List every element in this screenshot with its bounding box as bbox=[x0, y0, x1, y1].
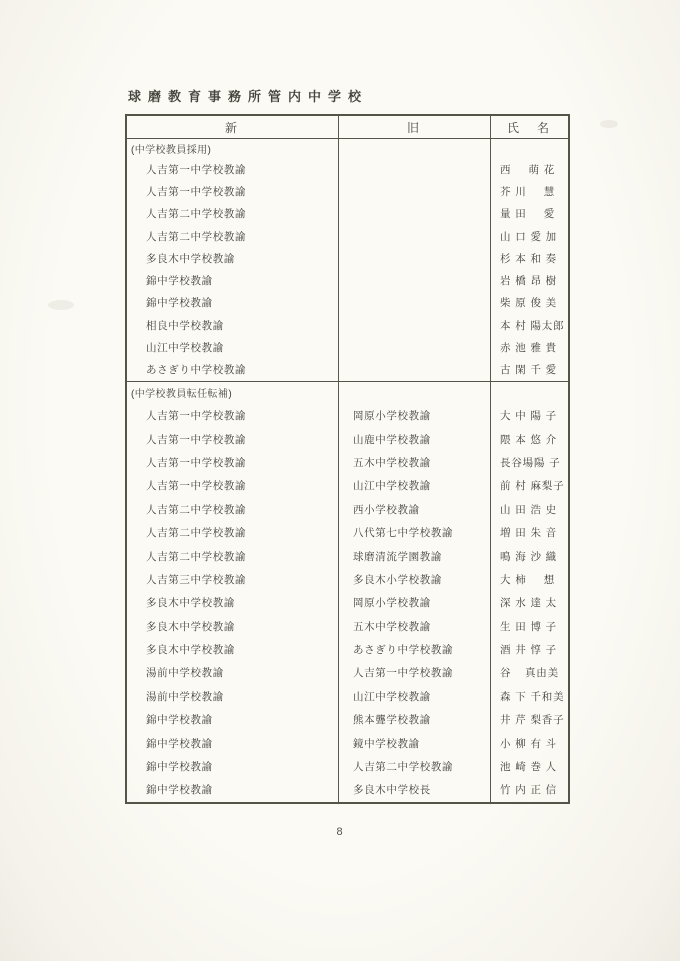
table-row bbox=[127, 292, 568, 314]
new-position-cell: 錦中学校教諭 bbox=[127, 755, 339, 778]
name-cell bbox=[491, 158, 568, 180]
section-label-row bbox=[127, 382, 568, 404]
surname: 赤池 bbox=[500, 342, 531, 355]
table-row bbox=[127, 778, 568, 801]
table-row bbox=[127, 568, 568, 591]
table-row bbox=[127, 731, 568, 754]
given-name: 愛 bbox=[543, 208, 559, 221]
name-cell bbox=[491, 292, 568, 314]
name-cell bbox=[491, 225, 568, 247]
name-cell bbox=[491, 661, 568, 684]
surname: 森下 bbox=[500, 690, 531, 703]
given-name: 正信 bbox=[530, 784, 561, 797]
old-position-cell bbox=[339, 314, 491, 336]
page-number: 8 bbox=[336, 826, 344, 838]
name-cell bbox=[491, 638, 568, 661]
surname: 西 bbox=[500, 163, 516, 176]
surname: 山口 bbox=[500, 230, 531, 243]
old-position-cell bbox=[339, 225, 491, 247]
old-position-cell bbox=[339, 269, 491, 291]
old-position-cell: 山江中学校教諭 bbox=[339, 685, 491, 708]
table-row bbox=[127, 269, 568, 291]
new-position-cell: 多良木中学校教諭 bbox=[127, 247, 339, 269]
old-position-cell bbox=[339, 247, 491, 269]
surname: 井芹 bbox=[500, 714, 531, 727]
old-position-cell: 山江中学校教諭 bbox=[339, 474, 491, 497]
new-position-cell: 湯前中学校教諭 bbox=[127, 685, 339, 708]
surname: 量田 bbox=[500, 208, 531, 221]
surname: 池崎 bbox=[500, 761, 531, 774]
section-label-spacer bbox=[491, 382, 568, 404]
table-row bbox=[127, 359, 568, 381]
old-position-cell: 多良木小学校教諭 bbox=[339, 568, 491, 591]
given-name: 陽太郎 bbox=[530, 319, 565, 332]
given-name: 和奏 bbox=[530, 252, 561, 265]
surname: 古閑 bbox=[500, 364, 531, 377]
new-position-cell: 山江中学校教諭 bbox=[127, 336, 339, 358]
old-position-cell bbox=[339, 292, 491, 314]
surname: 谷 bbox=[500, 667, 516, 680]
given-name: 想 bbox=[543, 573, 559, 586]
table-row bbox=[127, 314, 568, 336]
given-name: 真由美 bbox=[524, 667, 559, 680]
surname: 深水 bbox=[500, 597, 531, 610]
old-position-cell bbox=[339, 336, 491, 358]
name-cell bbox=[491, 614, 568, 637]
new-position-cell: 人吉第一中学校教諭 bbox=[127, 158, 339, 180]
surname: 岩橋 bbox=[500, 275, 531, 288]
name-cell bbox=[491, 203, 568, 225]
table-row bbox=[127, 451, 568, 474]
table-row bbox=[127, 661, 568, 684]
personnel-transfer-table bbox=[125, 114, 570, 804]
surname: 小柳 bbox=[500, 737, 531, 750]
name-cell bbox=[491, 427, 568, 450]
given-name: 千愛 bbox=[530, 364, 561, 377]
given-name: 慧 bbox=[543, 185, 559, 198]
new-position-cell: 人吉第一中学校教諭 bbox=[127, 404, 339, 427]
new-position-cell: 人吉第一中学校教諭 bbox=[127, 180, 339, 202]
given-name: 昂樹 bbox=[530, 275, 561, 288]
table-row bbox=[127, 427, 568, 450]
surname: 柴原 bbox=[500, 297, 531, 310]
table-section bbox=[127, 382, 568, 802]
new-position-cell: 錦中学校教諭 bbox=[127, 778, 339, 801]
name-cell bbox=[491, 451, 568, 474]
name-cell bbox=[491, 180, 568, 202]
surname: 前村 bbox=[500, 480, 531, 493]
surname: 隈本 bbox=[500, 433, 531, 446]
surname: 本村 bbox=[500, 319, 531, 332]
header-old-position: 旧 bbox=[339, 116, 491, 138]
surname: 鳴海 bbox=[500, 550, 531, 563]
name-cell bbox=[491, 521, 568, 544]
old-position-cell: 人吉第一中学校教諭 bbox=[339, 661, 491, 684]
section-label-spacer bbox=[339, 139, 491, 158]
old-position-cell bbox=[339, 359, 491, 381]
surname: 酒井 bbox=[500, 644, 531, 657]
new-position-cell: 人吉第一中学校教諭 bbox=[127, 474, 339, 497]
given-name: 萌花 bbox=[528, 163, 559, 176]
name-cell bbox=[491, 568, 568, 591]
old-position-cell bbox=[339, 203, 491, 225]
table-row bbox=[127, 203, 568, 225]
table-row bbox=[127, 708, 568, 731]
new-position-cell: 錦中学校教諭 bbox=[127, 708, 339, 731]
table-row bbox=[127, 755, 568, 778]
section-label: (中学校教員採用) bbox=[127, 139, 339, 158]
old-position-cell: 岡原小学校教諭 bbox=[339, 404, 491, 427]
scan-smudge bbox=[600, 120, 618, 128]
old-position-cell: 球磨清流学園教諭 bbox=[339, 544, 491, 567]
surname: 杉本 bbox=[500, 252, 531, 265]
table-row bbox=[127, 474, 568, 497]
table-row bbox=[127, 521, 568, 544]
given-name: 麻梨子 bbox=[530, 480, 565, 493]
name-cell bbox=[491, 359, 568, 381]
name-cell bbox=[491, 269, 568, 291]
given-name: 俊美 bbox=[530, 297, 561, 310]
new-position-cell: あさぎり中学校教諭 bbox=[127, 359, 339, 381]
table-row bbox=[127, 158, 568, 180]
given-name: 博子 bbox=[530, 620, 561, 633]
name-cell bbox=[491, 544, 568, 567]
new-position-cell: 錦中学校教諭 bbox=[127, 269, 339, 291]
old-position-cell: 八代第七中学校教諭 bbox=[339, 521, 491, 544]
given-name: 有斗 bbox=[530, 737, 561, 750]
given-name: 愛加 bbox=[530, 230, 561, 243]
given-name: 雅貴 bbox=[530, 342, 561, 355]
page-title: 球磨教育事務所管内中学校 bbox=[128, 89, 369, 104]
given-name: 巻人 bbox=[530, 761, 561, 774]
name-cell bbox=[491, 474, 568, 497]
name-cell bbox=[491, 731, 568, 754]
new-position-cell: 人吉第二中学校教諭 bbox=[127, 544, 339, 567]
new-position-cell: 多良木中学校教諭 bbox=[127, 638, 339, 661]
new-position-cell: 人吉第三中学校教諭 bbox=[127, 568, 339, 591]
old-position-cell: 五木中学校教諭 bbox=[339, 451, 491, 474]
new-position-cell: 人吉第二中学校教諭 bbox=[127, 225, 339, 247]
table-row bbox=[127, 685, 568, 708]
new-position-cell: 湯前中学校教諭 bbox=[127, 661, 339, 684]
old-position-cell: 西小学校教諭 bbox=[339, 498, 491, 521]
given-name: 朱音 bbox=[530, 527, 561, 540]
table-row bbox=[127, 544, 568, 567]
new-position-cell: 人吉第二中学校教諭 bbox=[127, 203, 339, 225]
new-position-cell: 錦中学校教諭 bbox=[127, 731, 339, 754]
old-position-cell: 山鹿中学校教諭 bbox=[339, 427, 491, 450]
given-name: 悠介 bbox=[530, 433, 561, 446]
section-label-row bbox=[127, 139, 568, 158]
new-position-cell: 相良中学校教諭 bbox=[127, 314, 339, 336]
header-name: 氏 名 bbox=[506, 120, 552, 135]
name-cell bbox=[491, 336, 568, 358]
surname: 山田 bbox=[500, 503, 531, 516]
name-cell bbox=[491, 591, 568, 614]
section-label-spacer bbox=[491, 139, 568, 158]
name-cell bbox=[491, 404, 568, 427]
table-row bbox=[127, 591, 568, 614]
surname: 竹内 bbox=[500, 784, 531, 797]
new-position-cell: 錦中学校教諭 bbox=[127, 292, 339, 314]
surname: 長谷場 bbox=[500, 456, 535, 469]
old-position-cell bbox=[339, 158, 491, 180]
new-position-cell: 人吉第二中学校教諭 bbox=[127, 521, 339, 544]
given-name: 達太 bbox=[530, 597, 561, 610]
old-position-cell: 五木中学校教諭 bbox=[339, 614, 491, 637]
table-row bbox=[127, 247, 568, 269]
name-cell bbox=[491, 498, 568, 521]
header-new-position: 新 bbox=[127, 116, 339, 138]
old-position-cell: 熊本聾学校教諭 bbox=[339, 708, 491, 731]
table-row bbox=[127, 614, 568, 637]
given-name: 梨香子 bbox=[530, 714, 565, 727]
name-cell bbox=[491, 778, 568, 801]
old-position-cell: あさぎり中学校教諭 bbox=[339, 638, 491, 661]
given-name: 惇子 bbox=[530, 644, 561, 657]
new-position-cell: 人吉第一中学校教諭 bbox=[127, 451, 339, 474]
surname: 大中 bbox=[500, 410, 531, 423]
table-body bbox=[127, 139, 568, 802]
given-name: 陽子 bbox=[530, 410, 561, 423]
table-header-row bbox=[127, 116, 568, 139]
table-row bbox=[127, 498, 568, 521]
surname: 大柿 bbox=[500, 573, 531, 586]
section-label-spacer bbox=[339, 382, 491, 404]
name-cell bbox=[491, 755, 568, 778]
table-row bbox=[127, 404, 568, 427]
name-cell bbox=[491, 708, 568, 731]
old-position-cell: 鏡中学校教諭 bbox=[339, 731, 491, 754]
name-cell bbox=[491, 314, 568, 336]
given-name: 陽子 bbox=[534, 456, 565, 469]
table-row bbox=[127, 638, 568, 661]
given-name: 浩史 bbox=[530, 503, 561, 516]
surname: 生田 bbox=[500, 620, 531, 633]
new-position-cell: 人吉第一中学校教諭 bbox=[127, 427, 339, 450]
section-label: (中学校教員転任転補) bbox=[127, 382, 339, 404]
old-position-cell: 岡原小学校教諭 bbox=[339, 591, 491, 614]
new-position-cell: 多良木中学校教諭 bbox=[127, 591, 339, 614]
table-row bbox=[127, 225, 568, 247]
old-position-cell: 人吉第二中学校教諭 bbox=[339, 755, 491, 778]
table-row bbox=[127, 336, 568, 358]
old-position-cell bbox=[339, 180, 491, 202]
new-position-cell: 人吉第二中学校教諭 bbox=[127, 498, 339, 521]
new-position-cell: 多良木中学校教諭 bbox=[127, 614, 339, 637]
surname: 芥川 bbox=[500, 185, 531, 198]
given-name: 千和美 bbox=[530, 690, 565, 703]
surname: 増田 bbox=[500, 527, 531, 540]
given-name: 沙織 bbox=[530, 550, 561, 563]
name-cell bbox=[491, 685, 568, 708]
scan-smudge bbox=[48, 300, 74, 310]
table-section bbox=[127, 139, 568, 382]
old-position-cell: 多良木中学校長 bbox=[339, 778, 491, 801]
table-row bbox=[127, 180, 568, 202]
name-cell bbox=[491, 247, 568, 269]
